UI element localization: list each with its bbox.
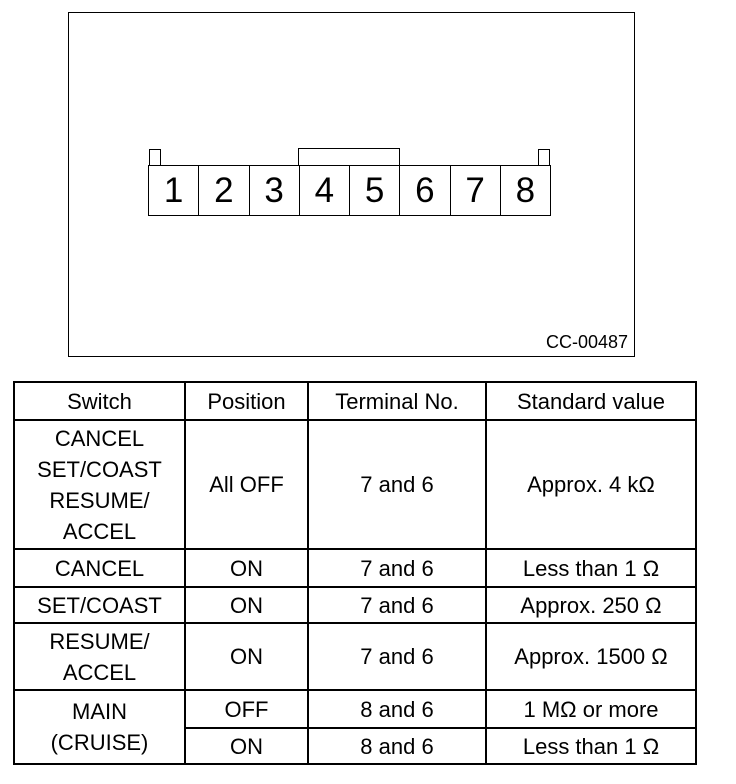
- value-cell: 1 MΩ or more: [486, 690, 696, 728]
- table-row: [14, 623, 696, 690]
- table-row: [14, 549, 696, 587]
- terminal-cell: 8 and 6: [308, 690, 486, 728]
- switch-line: SET/COAST: [37, 592, 162, 618]
- switch-line: (CRUISE): [50, 730, 149, 755]
- header-position: Position: [185, 382, 308, 420]
- terminal-2: 2: [199, 166, 249, 215]
- switch-line: ACCEL: [62, 659, 137, 685]
- value-cell: Approx. 250 Ω: [486, 587, 696, 623]
- terminal-4: 4: [300, 166, 350, 215]
- header-value: Standard value: [486, 382, 696, 420]
- connector-key: [298, 148, 400, 166]
- switch-line: RESUME/: [49, 487, 150, 513]
- terminal-1: 1: [149, 166, 199, 215]
- value-cell: Approx. 1500 Ω: [486, 623, 696, 690]
- switch-line: SET/COAST: [37, 456, 162, 482]
- switch-line: RESUME/: [49, 628, 150, 654]
- switch-line: MAIN: [72, 699, 127, 724]
- table-row: [14, 587, 696, 623]
- terminal-cell: 7 and 6: [308, 420, 486, 549]
- value-cell: Less than 1 Ω: [486, 728, 696, 764]
- position-cell: All OFF: [185, 420, 308, 549]
- position-cell: ON: [185, 549, 308, 587]
- terminal-cell: 7 and 6: [308, 623, 486, 690]
- switch-cell: [14, 420, 185, 549]
- switch-cell: [14, 549, 185, 587]
- position-cell: OFF: [185, 690, 308, 728]
- connector-figure: [68, 12, 635, 357]
- terminal-3: 3: [250, 166, 300, 215]
- header-terminal: Terminal No.: [308, 382, 486, 420]
- switch-resistance-table: [13, 381, 697, 765]
- header-row: [14, 382, 696, 420]
- figure-code: CC-00487: [545, 332, 628, 352]
- header-switch: Switch: [14, 382, 185, 420]
- position-cell: ON: [185, 623, 308, 690]
- connector-right-latch: [538, 149, 550, 166]
- switch-cell: [14, 690, 185, 764]
- terminal-cell: 8 and 6: [308, 728, 486, 764]
- terminal-8: 8: [515, 171, 536, 210]
- terminal-5: 5: [350, 166, 400, 215]
- table-row: [14, 690, 696, 728]
- switch-cell: [14, 623, 185, 690]
- switch-line: CANCEL: [54, 425, 145, 451]
- switch-cell: [14, 587, 185, 623]
- value-cell: Approx. 4 kΩ: [486, 420, 696, 549]
- connector-terminals: [148, 165, 551, 216]
- terminal-cell: 7 and 6: [308, 549, 486, 587]
- terminal-6: 6: [400, 166, 450, 215]
- position-cell: ON: [185, 587, 308, 623]
- terminal-cell: 7 and 6: [308, 587, 486, 623]
- connector-left-latch: [149, 149, 161, 166]
- terminal-7: 7: [451, 166, 501, 215]
- table-row: [14, 420, 696, 549]
- position-cell: ON: [185, 728, 308, 764]
- switch-line: ACCEL: [62, 518, 137, 544]
- value-cell: Less than 1 Ω: [486, 549, 696, 587]
- switch-line: CANCEL: [54, 555, 145, 581]
